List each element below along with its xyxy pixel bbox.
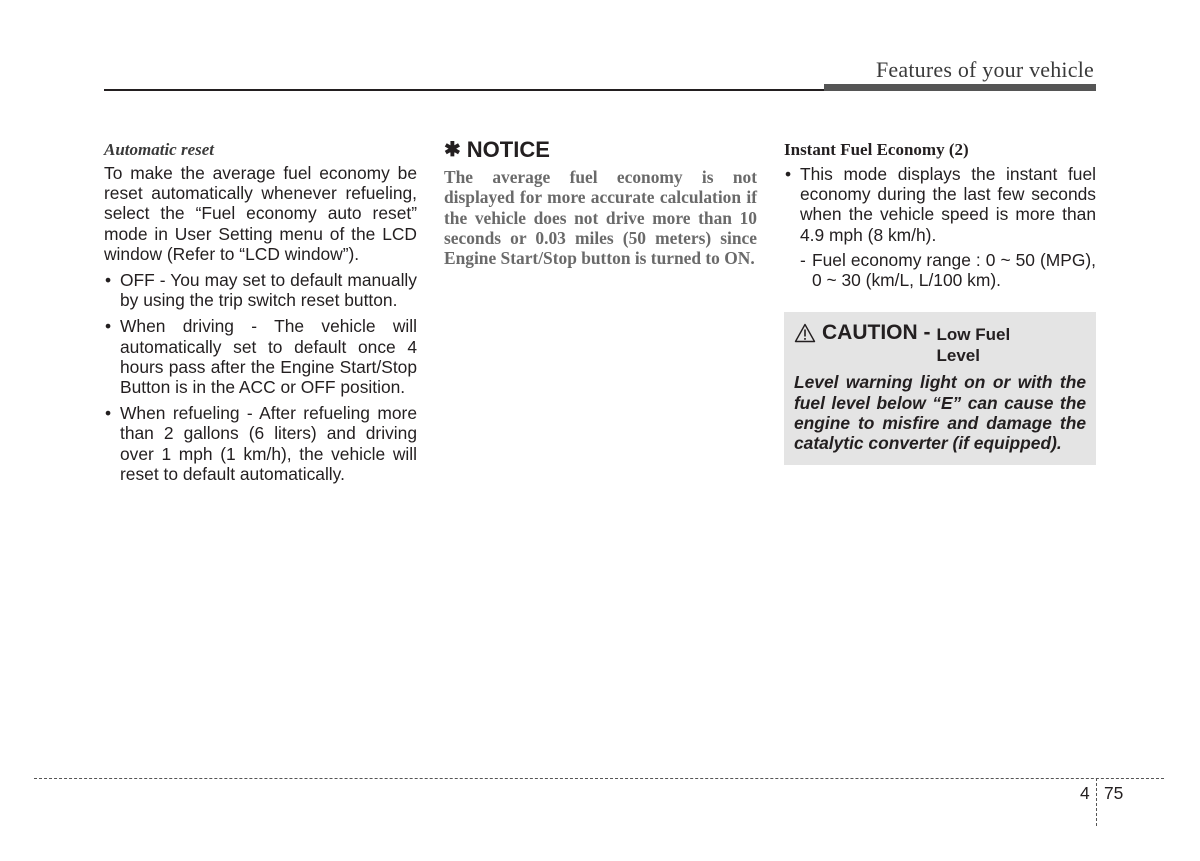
right-column bbox=[784, 140, 1096, 465]
header-rule-thick bbox=[824, 84, 1096, 91]
notice-heading-text: NOTICE bbox=[466, 137, 550, 162]
chapter-number: 4 bbox=[1080, 783, 1090, 803]
caution-subtitle: Low Fuel Level bbox=[936, 325, 1011, 366]
list-item bbox=[104, 270, 417, 310]
bullet-dot: • bbox=[785, 164, 792, 184]
caution-word: CAUTION - bbox=[822, 321, 931, 345]
list-item-text: This mode displays the instant fuel economy during the last few seconds when the vehicle speed is more than 4.9 mph (8 km/h). bbox=[800, 164, 1096, 245]
caution-heading bbox=[794, 322, 1086, 366]
list-item-text: When refueling - After refueling more than 2 gallons (6 liters) and driving over 1 mph (1 km/h), the vehicle will reset to default automatically. bbox=[120, 403, 417, 484]
page-header-title: Features of your vehicle bbox=[875, 57, 1094, 82]
notice-body: The average fuel economy is not displayed for more accurate calculation if the vehicle does not drive more than 10 seconds or 0.03 miles (50 meters) since Engine Start/Stop button is turned to ON. bbox=[444, 167, 757, 269]
notice-heading bbox=[444, 138, 757, 162]
sub-list-item bbox=[800, 250, 1096, 290]
notice-star-icon: ✱ bbox=[444, 139, 461, 161]
instant-fuel-economy-list bbox=[784, 164, 1096, 290]
sub-dash: - bbox=[800, 249, 806, 270]
list-item-text: OFF - You may set to default manually by using the trip switch reset button. bbox=[120, 270, 417, 311]
sub-list-item-text: Fuel economy range : 0 ~ 50 (MPG), 0 ~ 30 (km/L, L/100 km). bbox=[812, 249, 1096, 291]
caution-subtitle-wrap bbox=[937, 322, 1037, 366]
list-item-text: When driving - The vehicle will automatically set to default once 4 hours pass after the Engine Start/Stop Button is in the ACC or OFF position. bbox=[120, 316, 417, 398]
caution-box bbox=[784, 312, 1096, 465]
bullet-dot: • bbox=[105, 270, 112, 291]
instant-fuel-economy-heading: Instant Fuel Economy (2) bbox=[784, 140, 969, 159]
warning-triangle-icon bbox=[794, 323, 816, 343]
bullet-dot: • bbox=[105, 316, 112, 337]
page-number: 75 bbox=[1104, 783, 1124, 803]
list-item bbox=[104, 403, 417, 484]
list-item bbox=[784, 164, 1096, 290]
header-rule bbox=[104, 89, 824, 91]
automatic-reset-heading: Automatic reset bbox=[104, 140, 215, 159]
caution-body: Level warning light on or with the fuel level below “E” can cause the engine to misfire and damage the catalytic converter (if equipped). bbox=[794, 372, 1086, 454]
footer-dashed-divider bbox=[1096, 778, 1097, 826]
footer-dashed-rule bbox=[34, 778, 1164, 779]
automatic-reset-intro: To make the average fuel economy be reset automatically whenever refueling, select the “Fuel economy auto reset” mode in User Setting menu of the LCD window (Refer to “LCD window”). bbox=[104, 163, 417, 264]
bullet-dot: • bbox=[105, 403, 112, 424]
left-column bbox=[104, 140, 417, 490]
list-item bbox=[104, 316, 417, 397]
automatic-reset-list bbox=[104, 270, 417, 484]
notice-section bbox=[444, 137, 757, 269]
